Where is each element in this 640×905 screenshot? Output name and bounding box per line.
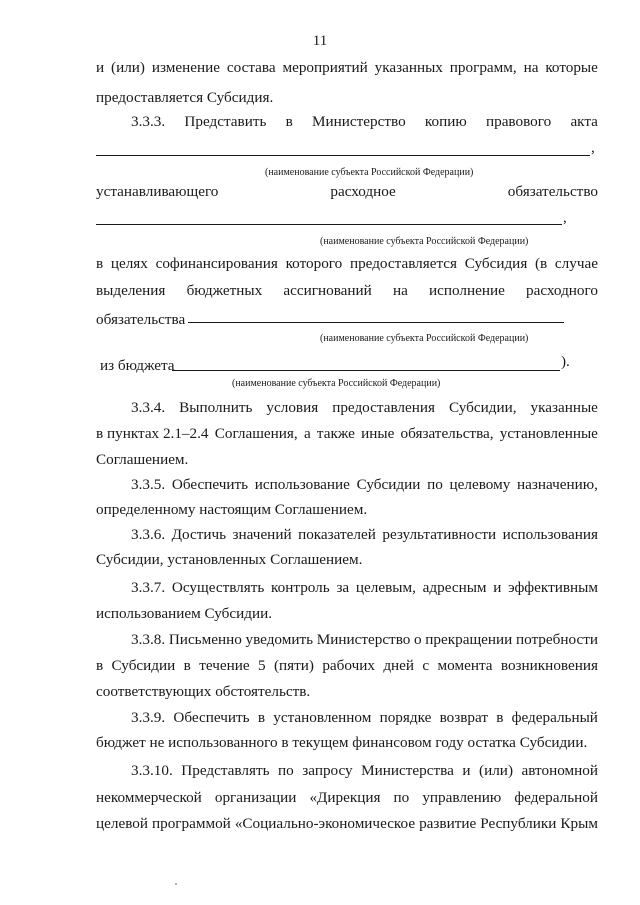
word: развитие: [419, 815, 477, 832]
comma: ,: [563, 209, 567, 226]
paragraph-line: из бюджета: [100, 357, 175, 374]
word: случае: [554, 255, 598, 272]
word: целевым,: [355, 579, 416, 596]
clause-3-3-7: [131, 578, 598, 598]
word: указанных: [374, 59, 443, 76]
word: в пунктах 2.1–2.4: [96, 425, 209, 442]
word: Субсидии: [111, 657, 176, 674]
closing-bracket: ).: [561, 353, 570, 370]
clause-3-3-5: [131, 475, 598, 495]
scan-speck: [175, 883, 177, 885]
word: программой: [151, 815, 231, 832]
word: изменение: [151, 59, 220, 76]
paragraph-line: [96, 424, 598, 444]
word: Письменно: [168, 631, 242, 648]
word: Осуществлять: [171, 579, 265, 596]
word: 3.3.4.: [131, 399, 166, 416]
word: иные: [361, 425, 395, 442]
word: 3.3.3.: [131, 113, 166, 130]
word: выделения: [96, 282, 166, 299]
word: Министерство: [316, 631, 411, 648]
word: обязательство: [507, 183, 598, 200]
word: некоммерческой: [96, 789, 202, 806]
paragraph-line: Субсидии, установленных Соглашением.: [96, 551, 363, 568]
word: по: [393, 789, 410, 806]
word: течение: [199, 657, 250, 674]
word: (или): [479, 762, 513, 779]
paragraph-line: Соглашением.: [96, 451, 189, 468]
word: на: [523, 59, 539, 76]
word: порядке: [379, 709, 432, 726]
word: 3.3.9.: [131, 709, 166, 726]
field-hint: (наименование субъекта Российской Федерации): [320, 333, 529, 344]
clause-3-3-4: [131, 398, 598, 418]
word: потребности: [515, 631, 598, 648]
blank-line: [172, 370, 560, 371]
word: Представлять: [181, 762, 270, 779]
word: о: [414, 631, 422, 648]
word: «Социально-экономическое: [234, 815, 416, 832]
word: Субсидия: [464, 255, 528, 272]
word: федеральный: [511, 709, 598, 726]
paragraph-line: предоставляется Субсидия.: [96, 89, 274, 106]
word: прекращении: [425, 631, 513, 648]
word: адресным: [422, 579, 487, 596]
word: использование: [254, 476, 350, 493]
word: программ,: [449, 59, 517, 76]
word: Субсидии: [356, 476, 421, 493]
paragraph-line: обязательства: [96, 311, 186, 328]
word: Министерство: [312, 113, 406, 130]
word: в: [496, 709, 504, 726]
word: Достичь: [171, 526, 227, 543]
word: расходного: [526, 282, 598, 299]
word: в: [285, 113, 293, 130]
word: (пяти): [273, 657, 314, 674]
word: автономной: [521, 762, 598, 779]
word: по: [278, 762, 294, 779]
word: федеральной: [514, 789, 598, 806]
word: Республики: [480, 815, 557, 832]
field-hint: (наименование субъекта Российской Федерации): [265, 167, 474, 178]
field-hint: (наименование субъекта Российской Федерации): [232, 378, 441, 389]
clause-3-3-10: [131, 761, 598, 781]
word: и: [462, 762, 471, 779]
word: целевой: [96, 815, 148, 832]
word: исполнение: [429, 282, 505, 299]
word: дней: [383, 657, 415, 674]
blank-line: [188, 322, 564, 323]
paragraph-line: использованием Субсидии.: [96, 605, 273, 622]
word: установленном: [273, 709, 372, 726]
word: условия: [266, 399, 319, 416]
page-number: 11: [312, 33, 328, 49]
word: устанавливающего: [96, 183, 219, 200]
word: в: [257, 709, 265, 726]
blank-line: [96, 224, 562, 225]
word: управлению: [422, 789, 502, 806]
word: 3.3.6.: [131, 526, 166, 543]
clause-3-3-9: [131, 708, 598, 728]
word: значений: [232, 526, 292, 543]
word: (в: [535, 255, 548, 272]
word: за: [336, 579, 350, 596]
word: возврат: [439, 709, 488, 726]
paragraph-line: [96, 788, 598, 808]
word: на: [392, 282, 408, 299]
comma: ,: [591, 139, 595, 156]
clause-3-3-6: [131, 525, 598, 545]
word: также: [316, 425, 355, 442]
word: установленные: [499, 425, 598, 442]
paragraph-line: соответствующих обстоятельств.: [96, 683, 311, 700]
word: результативности: [382, 526, 497, 543]
paragraph-line: [96, 281, 598, 301]
blank-line: [96, 155, 590, 156]
word: целевому: [449, 476, 511, 493]
word: 3.3.7.: [131, 579, 166, 596]
word: Обеспечить: [171, 476, 249, 493]
word: по: [427, 476, 443, 493]
word: бюджетных: [186, 282, 263, 299]
word: и: [493, 579, 502, 596]
word: расходное: [330, 183, 396, 200]
clause-3-3-3-heading: [131, 112, 598, 132]
word: Субсидии,: [448, 399, 517, 416]
word: а: [303, 425, 311, 442]
word: копию: [424, 113, 467, 130]
word: 5: [257, 657, 266, 674]
word: в: [96, 657, 104, 674]
word: Крым: [560, 815, 598, 832]
paragraph-line: [96, 182, 598, 202]
word: состава: [226, 59, 276, 76]
word: целях: [110, 255, 148, 272]
word: которые: [545, 59, 598, 76]
word: и: [96, 59, 105, 76]
word: Представить: [184, 113, 267, 130]
word: в: [96, 255, 104, 272]
word: Выполнить: [179, 399, 253, 416]
word: запросу: [302, 762, 353, 779]
word: рабочих: [322, 657, 375, 674]
word: указанные: [530, 399, 598, 416]
word: уведомить: [245, 631, 314, 648]
field-hint: (наименование субъекта Российской Федерации): [320, 236, 529, 247]
paragraph-line: [96, 656, 598, 676]
word: 3.3.5.: [131, 476, 166, 493]
paragraph-line: [96, 58, 598, 78]
word: Обеспечить: [173, 709, 250, 726]
paragraph-line: [96, 814, 598, 834]
word: контроль: [271, 579, 330, 596]
word: предоставления: [332, 399, 435, 416]
word: обязательства,: [400, 425, 494, 442]
word: момента: [437, 657, 493, 674]
word: правового: [485, 113, 552, 130]
clause-3-3-8: [131, 630, 598, 650]
word: Соглашения,: [214, 425, 298, 442]
paragraph-line: [96, 254, 598, 274]
word: 3.3.10.: [131, 762, 173, 779]
word: в: [183, 657, 191, 674]
word: организации: [214, 789, 297, 806]
word: показателей: [298, 526, 376, 543]
word: софинансирования: [155, 255, 278, 272]
word: акта: [570, 113, 598, 130]
paragraph-line: определенному настоящим Соглашением.: [96, 501, 368, 518]
word: ассигнований: [283, 282, 372, 299]
word: 3.3.8.: [131, 631, 166, 648]
word: назначению,: [517, 476, 598, 493]
word: эффективным: [508, 579, 598, 596]
word: которого: [285, 255, 343, 272]
word: «Дирекция: [309, 789, 381, 806]
word: (или): [111, 59, 145, 76]
paragraph-line: бюджет не использованного в текущем финансовом году остатка Субсидии.: [96, 734, 588, 751]
word: предоставляется: [349, 255, 458, 272]
word: с: [422, 657, 430, 674]
word: возникновения: [500, 657, 598, 674]
word: Министерства: [361, 762, 454, 779]
word: использования: [502, 526, 598, 543]
word: мероприятий: [282, 59, 368, 76]
